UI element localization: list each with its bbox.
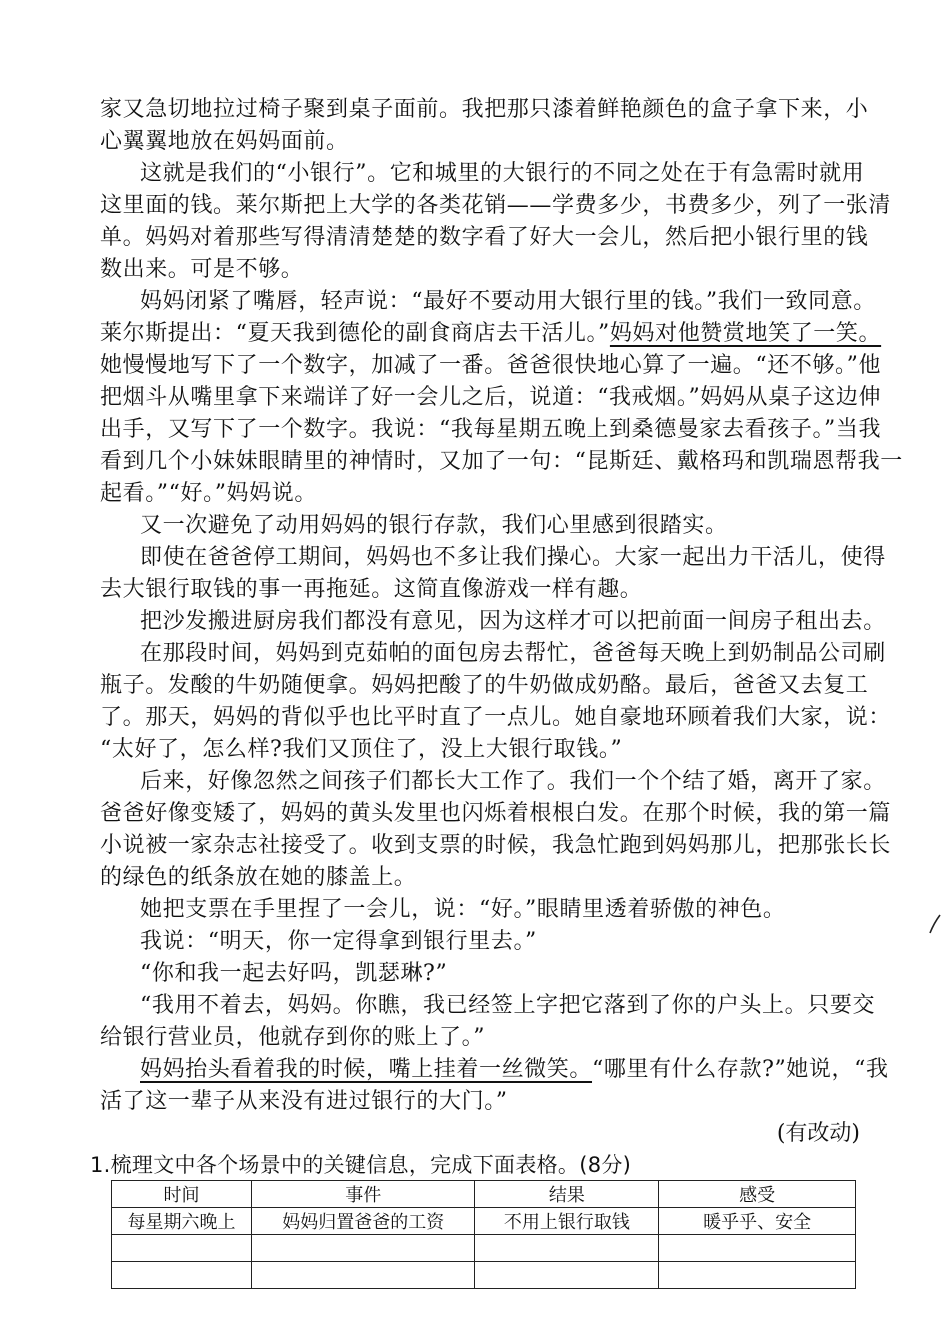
passage-line: 起看。”“好。”妈妈说。 <box>100 481 317 506</box>
passage-line: “你和我一起去好吗，凯瑟琳?” <box>140 961 448 986</box>
question-prompt: 1.梳理文中各个场景中的关键信息，完成下面表格。(8分) <box>90 1153 632 1177</box>
table-cell: 每星期六晚上 <box>112 1208 252 1235</box>
header-feeling: 感受 <box>659 1181 856 1208</box>
table-header-row <box>112 1181 856 1208</box>
answer-cell[interactable] <box>659 1262 856 1289</box>
passage-line: “太好了，怎么样?我们又顶住了，没上大银行取钱。” <box>100 737 623 762</box>
passage-line: 她把支票在手里捏了一会儿，说：“好。”眼睛里透着骄傲的神色。 <box>140 897 786 922</box>
passage-line: 这就是我们的“小银行”。它和城里的大银行的不同之处在于有急需时就用 <box>140 161 865 186</box>
header-result: 结果 <box>475 1181 659 1208</box>
table-row <box>112 1208 856 1235</box>
table-cell: 妈妈归置爸爸的工资 <box>252 1208 475 1235</box>
passage-line: 活了这一辈子从来没有进过银行的大门。” <box>100 1089 508 1114</box>
passage-line: 去大银行取钱的事一再拖延。这简直像游戏一样有趣。 <box>100 577 643 602</box>
header-event: 事件 <box>252 1181 475 1208</box>
passage-line: 又一次避免了动用妈妈的银行存款，我们心里感到很踏实。 <box>140 513 728 538</box>
table-row[interactable] <box>112 1235 856 1262</box>
passage-line: 单。妈妈对着那些写得清清楚楚的数字看了好大一会儿，然后把小银行里的钱 <box>100 225 869 250</box>
passage-line: 我说：“明天，你一定得拿到银行里去。” <box>140 929 537 954</box>
answer-cell[interactable] <box>252 1262 475 1289</box>
passage-line: 爸爸好像变矮了，妈妈的黄头发里也闪烁着根根白发。在那个时候，我的第一篇 <box>100 801 892 826</box>
adaptation-note: (有改动) <box>776 1121 860 1146</box>
passage-line: 看到几个小妹妹眼睛里的神情时，又加了一句：“昆斯廷、戴格玛和凯瑞恩帮我一 <box>100 449 903 474</box>
table-cell: 暖乎乎、安全 <box>659 1208 856 1235</box>
passage-line: 数出来。可是不够。 <box>100 257 304 282</box>
answer-cell[interactable] <box>475 1262 659 1289</box>
header-time: 时间 <box>112 1181 252 1208</box>
passage-line: 后来，好像忽然之间孩子们都长大工作了。我们一个个结了婚，离开了家。 <box>140 769 886 794</box>
answer-table <box>111 1180 856 1289</box>
answer-cell[interactable] <box>252 1235 475 1262</box>
passage-line: 瓶子。发酸的牛奶随便拿。妈妈把酸了的牛奶做成奶酪。最后，爸爸又去复工 <box>100 673 869 698</box>
passage-line: 妈妈闭紧了嘴唇，轻声说：“最好不要动用大银行里的钱。”我们一致同意。 <box>140 289 876 314</box>
answer-cell[interactable] <box>659 1235 856 1262</box>
answer-cell[interactable] <box>112 1262 252 1289</box>
passage-line: 了。那天，妈妈的背似乎也比平时直了一点儿。她自豪地环顾着我们大家，说： <box>100 705 892 730</box>
passage-line: 把沙发搬进厨房我们都没有意见，因为这样才可以把前面一间房子租出去。 <box>140 609 886 634</box>
passage-line: 心翼翼地放在妈妈面前。 <box>100 129 349 154</box>
pen-mark-icon <box>928 913 942 935</box>
passage-line: 莱尔斯提出：“夏天我到德伦的副食商店去干活儿。”妈妈对他赞赏地笑了一笑。 <box>100 321 882 346</box>
passage-line: 妈妈抬头看着我的时候，嘴上挂着一丝微笑。“哪里有什么存款?”她说，“我 <box>140 1057 889 1082</box>
table-cell: 不用上银行取钱 <box>475 1208 659 1235</box>
passage-line: 家又急切地拉过椅子聚到桌子面前。我把那只漆着鲜艳颜色的盒子拿下来，小 <box>100 97 869 122</box>
underlined-sentence: 妈妈抬头看着我的时候，嘴上挂着一丝微笑。 <box>140 1057 593 1082</box>
underlined-sentence: 妈妈对他赞赏地笑了一笑。 <box>609 321 882 346</box>
passage-line: 她慢慢地写下了一个数字，加减了一番。爸爸很快地心算了一遍。“还不够。”他 <box>100 353 882 378</box>
passage-line: 这里面的钱。莱尔斯把上大学的各类花销——学费多少，书费多少，列了一张清 <box>100 193 892 218</box>
passage-line: 的绿色的纸条放在她的膝盖上。 <box>100 865 417 890</box>
passage-line: 小说被一家杂志社接受了。收到支票的时候，我急忙跑到妈妈那儿，把那张长长 <box>100 833 892 858</box>
passage-line: 给银行营业员，他就存到你的账上了。” <box>100 1025 486 1050</box>
passage-line: 在那段时间，妈妈到克茹帕的面包房去帮忙，爸爸每天晚上到奶制品公司刷 <box>140 641 886 666</box>
passage-line: 即使在爸爸停工期间，妈妈也不多让我们操心。大家一起出力干活儿，使得 <box>140 545 886 570</box>
passage-line: 出手，又写下了一个数字。我说：“我每星期五晚上到桑德曼家去看孩子。”当我 <box>100 417 882 442</box>
table-row[interactable] <box>112 1262 856 1289</box>
answer-cell[interactable] <box>112 1235 252 1262</box>
passage-line: 把烟斗从嘴里拿下来端详了好一会儿之后，说道：“我戒烟。”妈妈从桌子这边伸 <box>100 385 882 410</box>
answer-cell[interactable] <box>475 1235 659 1262</box>
passage-line: “我用不着去，妈妈。你瞧，我已经签上字把它落到了你的户头上。只要交 <box>140 993 876 1018</box>
